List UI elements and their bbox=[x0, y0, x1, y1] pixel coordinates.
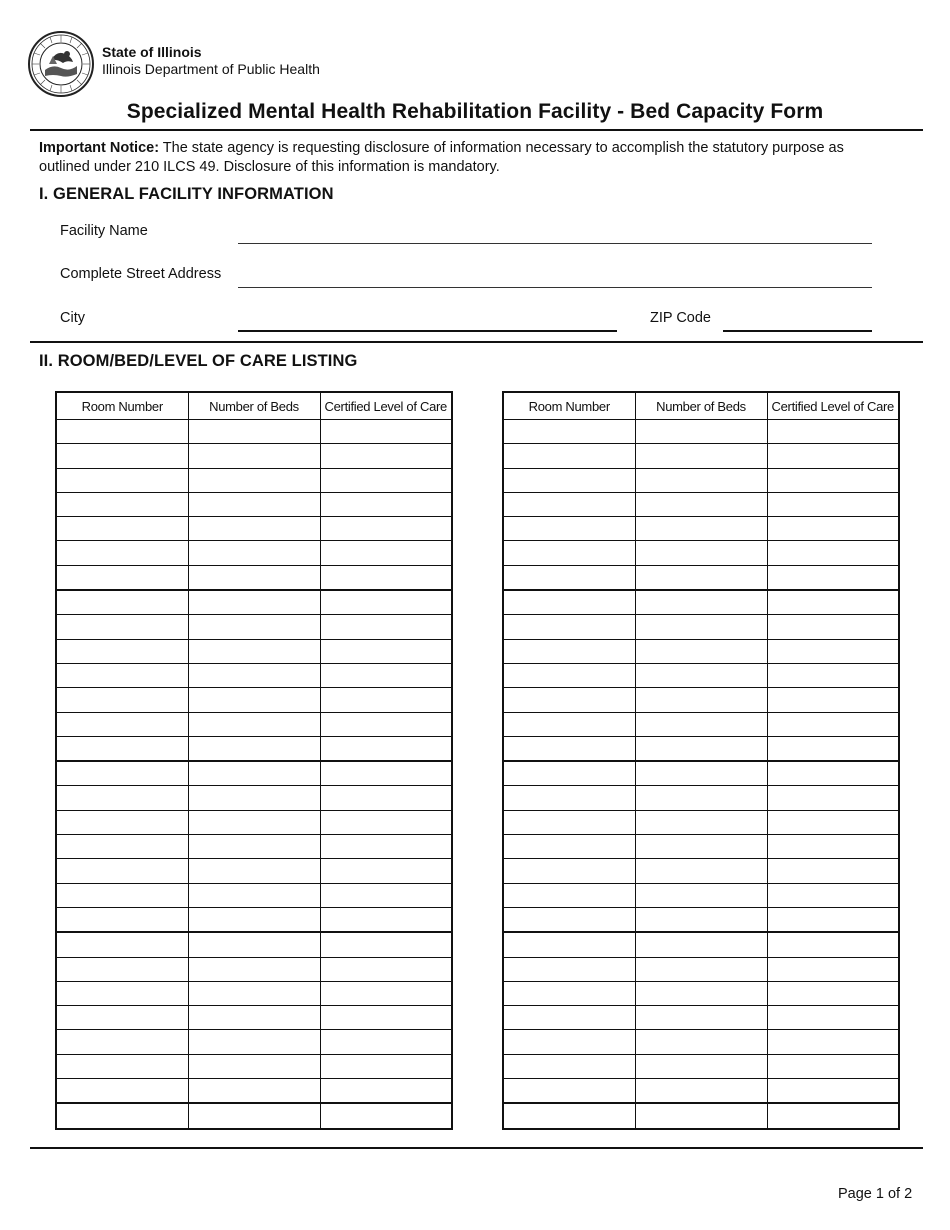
certified-level-of-care-cell[interactable] bbox=[320, 883, 452, 907]
number-of-beds-cell[interactable] bbox=[188, 957, 320, 981]
certified-level-of-care-cell[interactable] bbox=[767, 932, 899, 957]
number-of-beds-cell[interactable] bbox=[188, 639, 320, 663]
number-of-beds-cell[interactable] bbox=[188, 663, 320, 687]
certified-level-of-care-cell[interactable] bbox=[320, 1006, 452, 1030]
certified-level-of-care-cell[interactable] bbox=[767, 541, 899, 565]
room-number-cell[interactable] bbox=[503, 492, 635, 516]
table-row bbox=[503, 736, 899, 761]
room-number-cell[interactable] bbox=[503, 835, 635, 859]
certified-level-of-care-cell[interactable] bbox=[767, 981, 899, 1005]
certified-level-of-care-cell[interactable] bbox=[320, 1030, 452, 1054]
room-number-cell[interactable] bbox=[503, 688, 635, 712]
number-of-beds-cell[interactable] bbox=[635, 957, 767, 981]
certified-level-of-care-cell[interactable] bbox=[320, 859, 452, 883]
table-row bbox=[503, 639, 899, 663]
department-name: Illinois Department of Public Health bbox=[102, 61, 320, 77]
room-number-cell[interactable] bbox=[503, 736, 635, 761]
number-of-beds-cell[interactable] bbox=[188, 736, 320, 761]
table-header-row bbox=[56, 392, 452, 420]
table-row bbox=[56, 541, 452, 565]
certified-level-of-care-cell[interactable] bbox=[320, 712, 452, 736]
number-of-beds-cell[interactable] bbox=[188, 1030, 320, 1054]
certified-level-of-care-cell[interactable] bbox=[320, 590, 452, 615]
room-number-cell[interactable] bbox=[503, 663, 635, 687]
room-number-cell[interactable] bbox=[56, 786, 188, 810]
certified-level-of-care-cell[interactable] bbox=[767, 786, 899, 810]
certified-level-of-care-cell[interactable] bbox=[767, 444, 899, 468]
certified-level-of-care-cell[interactable] bbox=[320, 615, 452, 639]
page-number: Page 1 of 2 bbox=[838, 1186, 913, 1202]
number-of-beds-cell[interactable] bbox=[188, 492, 320, 516]
city-label: City bbox=[60, 310, 85, 326]
table-row bbox=[56, 932, 452, 957]
room-number-cell[interactable] bbox=[503, 1054, 635, 1078]
room-number-cell[interactable] bbox=[56, 468, 188, 492]
footer-rule bbox=[30, 1147, 923, 1149]
certified-level-of-care-cell[interactable] bbox=[320, 1103, 452, 1128]
number-of-beds-cell[interactable] bbox=[635, 1079, 767, 1104]
table-row bbox=[56, 468, 452, 492]
number-of-beds-cell[interactable] bbox=[188, 883, 320, 907]
table-row bbox=[503, 859, 899, 883]
room-number-cell[interactable] bbox=[56, 932, 188, 957]
number-of-beds-cell[interactable] bbox=[188, 1079, 320, 1104]
column-header-certified-level-of-care: Certified Level of Care bbox=[320, 392, 452, 420]
number-of-beds-cell[interactable] bbox=[635, 1054, 767, 1078]
number-of-beds-cell[interactable] bbox=[635, 663, 767, 687]
certified-level-of-care-cell[interactable] bbox=[767, 761, 899, 786]
table-row bbox=[503, 420, 899, 444]
certified-level-of-care-cell[interactable] bbox=[320, 810, 452, 834]
certified-level-of-care-cell[interactable] bbox=[320, 420, 452, 444]
certified-level-of-care-cell[interactable] bbox=[320, 907, 452, 932]
certified-level-of-care-cell[interactable] bbox=[767, 615, 899, 639]
zip-code-label: ZIP Code bbox=[650, 310, 711, 326]
room-number-cell[interactable] bbox=[56, 761, 188, 786]
table-row bbox=[56, 1030, 452, 1054]
room-number-cell[interactable] bbox=[503, 907, 635, 932]
table-row bbox=[56, 492, 452, 516]
table-row bbox=[56, 786, 452, 810]
table-row bbox=[56, 957, 452, 981]
table-row bbox=[56, 1079, 452, 1104]
table-row bbox=[56, 444, 452, 468]
notice-text: The state agency is requesting disclosure of information necessary to accomplish the statutory purpose as outlined under 210 ILCS 49. Disclosure of this information is mandatory. bbox=[39, 140, 844, 175]
table-row bbox=[503, 492, 899, 516]
room-number-cell[interactable] bbox=[503, 712, 635, 736]
table-row bbox=[503, 1006, 899, 1030]
room-number-cell[interactable] bbox=[503, 1103, 635, 1128]
facility-name-label: Facility Name bbox=[60, 223, 148, 239]
room-number-cell[interactable] bbox=[56, 1030, 188, 1054]
room-number-cell[interactable] bbox=[503, 468, 635, 492]
notice-label: Important Notice: bbox=[39, 140, 160, 156]
room-number-cell[interactable] bbox=[56, 957, 188, 981]
number-of-beds-cell[interactable] bbox=[635, 736, 767, 761]
room-number-cell[interactable] bbox=[503, 541, 635, 565]
room-number-cell[interactable] bbox=[56, 907, 188, 932]
room-number-cell[interactable] bbox=[56, 639, 188, 663]
room-number-cell[interactable] bbox=[503, 615, 635, 639]
table-row bbox=[56, 981, 452, 1005]
certified-level-of-care-cell[interactable] bbox=[320, 786, 452, 810]
number-of-beds-cell[interactable] bbox=[635, 639, 767, 663]
city-field[interactable] bbox=[238, 330, 617, 332]
certified-level-of-care-cell[interactable] bbox=[767, 907, 899, 932]
certified-level-of-care-cell[interactable] bbox=[767, 420, 899, 444]
table-row bbox=[56, 907, 452, 932]
room-number-cell[interactable] bbox=[503, 859, 635, 883]
number-of-beds-cell[interactable] bbox=[635, 786, 767, 810]
table-row bbox=[56, 639, 452, 663]
room-number-cell[interactable] bbox=[503, 786, 635, 810]
room-number-cell[interactable] bbox=[56, 590, 188, 615]
number-of-beds-cell[interactable] bbox=[635, 932, 767, 957]
certified-level-of-care-cell[interactable] bbox=[320, 736, 452, 761]
street-address-field[interactable] bbox=[238, 287, 872, 288]
room-number-cell[interactable] bbox=[56, 810, 188, 834]
table-row bbox=[56, 420, 452, 444]
certified-level-of-care-cell[interactable] bbox=[767, 810, 899, 834]
room-number-cell[interactable] bbox=[503, 444, 635, 468]
column-header-certified-level-of-care: Certified Level of Care bbox=[767, 392, 899, 420]
table-row bbox=[56, 835, 452, 859]
table-row bbox=[503, 1103, 899, 1128]
number-of-beds-cell[interactable] bbox=[635, 981, 767, 1005]
table-row bbox=[503, 444, 899, 468]
number-of-beds-cell[interactable] bbox=[635, 907, 767, 932]
column-header-number-of-beds: Number of Beds bbox=[188, 392, 320, 420]
table-row bbox=[56, 736, 452, 761]
number-of-beds-cell[interactable] bbox=[635, 883, 767, 907]
number-of-beds-cell[interactable] bbox=[635, 835, 767, 859]
number-of-beds-cell[interactable] bbox=[188, 835, 320, 859]
state-seal-logo bbox=[27, 30, 95, 98]
certified-level-of-care-cell[interactable] bbox=[767, 957, 899, 981]
room-number-cell[interactable] bbox=[503, 1079, 635, 1104]
table-row bbox=[503, 786, 899, 810]
room-number-cell[interactable] bbox=[56, 1079, 188, 1104]
certified-level-of-care-cell[interactable] bbox=[767, 517, 899, 541]
table-row bbox=[503, 835, 899, 859]
table-row bbox=[56, 761, 452, 786]
table-row bbox=[56, 615, 452, 639]
table-row bbox=[503, 590, 899, 615]
room-number-cell[interactable] bbox=[503, 517, 635, 541]
number-of-beds-cell[interactable] bbox=[188, 932, 320, 957]
listing-table-right bbox=[502, 391, 900, 1130]
table-row bbox=[503, 907, 899, 932]
number-of-beds-cell[interactable] bbox=[635, 468, 767, 492]
number-of-beds-cell[interactable] bbox=[635, 541, 767, 565]
certified-level-of-care-cell[interactable] bbox=[767, 859, 899, 883]
table-row bbox=[503, 1079, 899, 1104]
number-of-beds-cell[interactable] bbox=[188, 907, 320, 932]
table-row bbox=[503, 712, 899, 736]
table-row bbox=[56, 712, 452, 736]
room-number-cell[interactable] bbox=[56, 663, 188, 687]
number-of-beds-cell[interactable] bbox=[635, 1030, 767, 1054]
room-number-cell[interactable] bbox=[56, 492, 188, 516]
number-of-beds-cell[interactable] bbox=[635, 1006, 767, 1030]
room-number-cell[interactable] bbox=[56, 420, 188, 444]
room-number-cell[interactable] bbox=[56, 883, 188, 907]
table-row bbox=[56, 1006, 452, 1030]
number-of-beds-cell[interactable] bbox=[188, 1054, 320, 1078]
number-of-beds-cell[interactable] bbox=[188, 444, 320, 468]
certified-level-of-care-cell[interactable] bbox=[320, 688, 452, 712]
room-number-cell[interactable] bbox=[56, 541, 188, 565]
certified-level-of-care-cell[interactable] bbox=[767, 712, 899, 736]
certified-level-of-care-cell[interactable] bbox=[320, 932, 452, 957]
room-number-cell[interactable] bbox=[56, 444, 188, 468]
certified-level-of-care-cell[interactable] bbox=[767, 492, 899, 516]
room-number-cell[interactable] bbox=[503, 810, 635, 834]
zip-code-field[interactable] bbox=[723, 330, 872, 332]
room-number-cell[interactable] bbox=[503, 981, 635, 1005]
table-row bbox=[56, 663, 452, 687]
certified-level-of-care-cell[interactable] bbox=[320, 541, 452, 565]
number-of-beds-cell[interactable] bbox=[188, 761, 320, 786]
room-number-cell[interactable] bbox=[56, 565, 188, 590]
table-row bbox=[503, 541, 899, 565]
room-number-cell[interactable] bbox=[503, 565, 635, 590]
certified-level-of-care-cell[interactable] bbox=[320, 1054, 452, 1078]
table-row bbox=[503, 957, 899, 981]
certified-level-of-care-cell[interactable] bbox=[320, 957, 452, 981]
number-of-beds-cell[interactable] bbox=[188, 420, 320, 444]
table-row bbox=[56, 1103, 452, 1128]
number-of-beds-cell[interactable] bbox=[635, 859, 767, 883]
room-number-cell[interactable] bbox=[503, 420, 635, 444]
listing-table-left bbox=[55, 391, 453, 1130]
number-of-beds-cell[interactable] bbox=[188, 541, 320, 565]
number-of-beds-cell[interactable] bbox=[635, 590, 767, 615]
number-of-beds-cell[interactable] bbox=[635, 517, 767, 541]
room-number-cell[interactable] bbox=[56, 835, 188, 859]
number-of-beds-cell[interactable] bbox=[188, 565, 320, 590]
room-number-cell[interactable] bbox=[503, 1006, 635, 1030]
table-row bbox=[56, 1054, 452, 1078]
number-of-beds-cell[interactable] bbox=[188, 615, 320, 639]
certified-level-of-care-cell[interactable] bbox=[767, 1030, 899, 1054]
facility-name-field[interactable] bbox=[238, 243, 872, 244]
certified-level-of-care-cell[interactable] bbox=[767, 688, 899, 712]
number-of-beds-cell[interactable] bbox=[635, 688, 767, 712]
table-row bbox=[503, 761, 899, 786]
number-of-beds-cell[interactable] bbox=[635, 1103, 767, 1128]
number-of-beds-cell[interactable] bbox=[635, 615, 767, 639]
table-row bbox=[56, 517, 452, 541]
room-number-cell[interactable] bbox=[503, 932, 635, 957]
certified-level-of-care-cell[interactable] bbox=[767, 565, 899, 590]
table-row bbox=[503, 565, 899, 590]
number-of-beds-cell[interactable] bbox=[188, 810, 320, 834]
section-2-title: II. ROOM/BED/LEVEL OF CARE LISTING bbox=[39, 352, 358, 370]
certified-level-of-care-cell[interactable] bbox=[320, 468, 452, 492]
number-of-beds-cell[interactable] bbox=[188, 590, 320, 615]
title-rule bbox=[30, 129, 923, 131]
room-number-cell[interactable] bbox=[56, 1103, 188, 1128]
table-header-row bbox=[503, 392, 899, 420]
section-1-title: I. GENERAL FACILITY INFORMATION bbox=[39, 185, 334, 203]
table-row bbox=[503, 1030, 899, 1054]
number-of-beds-cell[interactable] bbox=[635, 492, 767, 516]
certified-level-of-care-cell[interactable] bbox=[767, 590, 899, 615]
certified-level-of-care-cell[interactable] bbox=[767, 663, 899, 687]
table-row bbox=[56, 883, 452, 907]
room-number-cell[interactable] bbox=[56, 712, 188, 736]
form-title: Specialized Mental Health Rehabilitation Facility - Bed Capacity Form bbox=[126, 100, 824, 123]
certified-level-of-care-cell[interactable] bbox=[767, 1006, 899, 1030]
certified-level-of-care-cell[interactable] bbox=[767, 736, 899, 761]
room-number-cell[interactable] bbox=[503, 883, 635, 907]
certified-level-of-care-cell[interactable] bbox=[320, 981, 452, 1005]
agency-block bbox=[102, 44, 320, 78]
certified-level-of-care-cell[interactable] bbox=[320, 1079, 452, 1104]
certified-level-of-care-cell[interactable] bbox=[767, 1079, 899, 1104]
number-of-beds-cell[interactable] bbox=[188, 786, 320, 810]
certified-level-of-care-cell[interactable] bbox=[320, 565, 452, 590]
number-of-beds-cell[interactable] bbox=[188, 1006, 320, 1030]
table-row bbox=[503, 688, 899, 712]
certified-level-of-care-cell[interactable] bbox=[320, 517, 452, 541]
table-row bbox=[503, 810, 899, 834]
certified-level-of-care-cell[interactable] bbox=[767, 639, 899, 663]
certified-level-of-care-cell[interactable] bbox=[767, 1054, 899, 1078]
table-row bbox=[503, 932, 899, 957]
number-of-beds-cell[interactable] bbox=[188, 712, 320, 736]
table-row bbox=[503, 663, 899, 687]
table-row bbox=[56, 565, 452, 590]
room-number-cell[interactable] bbox=[56, 736, 188, 761]
column-header-room-number: Room Number bbox=[56, 392, 188, 420]
certified-level-of-care-cell[interactable] bbox=[320, 761, 452, 786]
number-of-beds-cell[interactable] bbox=[635, 444, 767, 468]
room-number-cell[interactable] bbox=[56, 1006, 188, 1030]
room-number-cell[interactable] bbox=[503, 590, 635, 615]
number-of-beds-cell[interactable] bbox=[188, 468, 320, 492]
number-of-beds-cell[interactable] bbox=[188, 981, 320, 1005]
state-name: State of Illinois bbox=[102, 44, 202, 60]
table-row bbox=[503, 468, 899, 492]
certified-level-of-care-cell[interactable] bbox=[767, 1103, 899, 1128]
certified-level-of-care-cell[interactable] bbox=[320, 639, 452, 663]
room-number-cell[interactable] bbox=[56, 517, 188, 541]
room-number-cell[interactable] bbox=[56, 859, 188, 883]
column-header-room-number: Room Number bbox=[503, 392, 635, 420]
number-of-beds-cell[interactable] bbox=[188, 1103, 320, 1128]
room-number-cell[interactable] bbox=[56, 981, 188, 1005]
table-row bbox=[56, 688, 452, 712]
certified-level-of-care-cell[interactable] bbox=[767, 835, 899, 859]
table-row bbox=[503, 615, 899, 639]
column-header-number-of-beds: Number of Beds bbox=[635, 392, 767, 420]
table-row bbox=[503, 981, 899, 1005]
table-row bbox=[56, 590, 452, 615]
room-number-cell[interactable] bbox=[56, 615, 188, 639]
table-row bbox=[503, 883, 899, 907]
room-number-cell[interactable] bbox=[503, 639, 635, 663]
certified-level-of-care-cell[interactable] bbox=[767, 468, 899, 492]
number-of-beds-cell[interactable] bbox=[635, 810, 767, 834]
important-notice bbox=[39, 139, 869, 177]
number-of-beds-cell[interactable] bbox=[635, 761, 767, 786]
table-row bbox=[503, 517, 899, 541]
number-of-beds-cell[interactable] bbox=[635, 565, 767, 590]
section-1-rule bbox=[30, 341, 923, 343]
certified-level-of-care-cell[interactable] bbox=[320, 444, 452, 468]
certified-level-of-care-cell[interactable] bbox=[767, 883, 899, 907]
certified-level-of-care-cell[interactable] bbox=[320, 492, 452, 516]
number-of-beds-cell[interactable] bbox=[635, 420, 767, 444]
number-of-beds-cell[interactable] bbox=[188, 517, 320, 541]
table-row bbox=[56, 859, 452, 883]
room-number-cell[interactable] bbox=[503, 1030, 635, 1054]
table-row bbox=[503, 1054, 899, 1078]
table-row bbox=[56, 810, 452, 834]
certified-level-of-care-cell[interactable] bbox=[320, 663, 452, 687]
number-of-beds-cell[interactable] bbox=[188, 859, 320, 883]
number-of-beds-cell[interactable] bbox=[188, 688, 320, 712]
street-address-label: Complete Street Address bbox=[60, 266, 222, 282]
room-number-cell[interactable] bbox=[56, 1054, 188, 1078]
room-number-cell[interactable] bbox=[503, 761, 635, 786]
number-of-beds-cell[interactable] bbox=[635, 712, 767, 736]
room-number-cell[interactable] bbox=[56, 688, 188, 712]
room-number-cell[interactable] bbox=[503, 957, 635, 981]
certified-level-of-care-cell[interactable] bbox=[320, 835, 452, 859]
